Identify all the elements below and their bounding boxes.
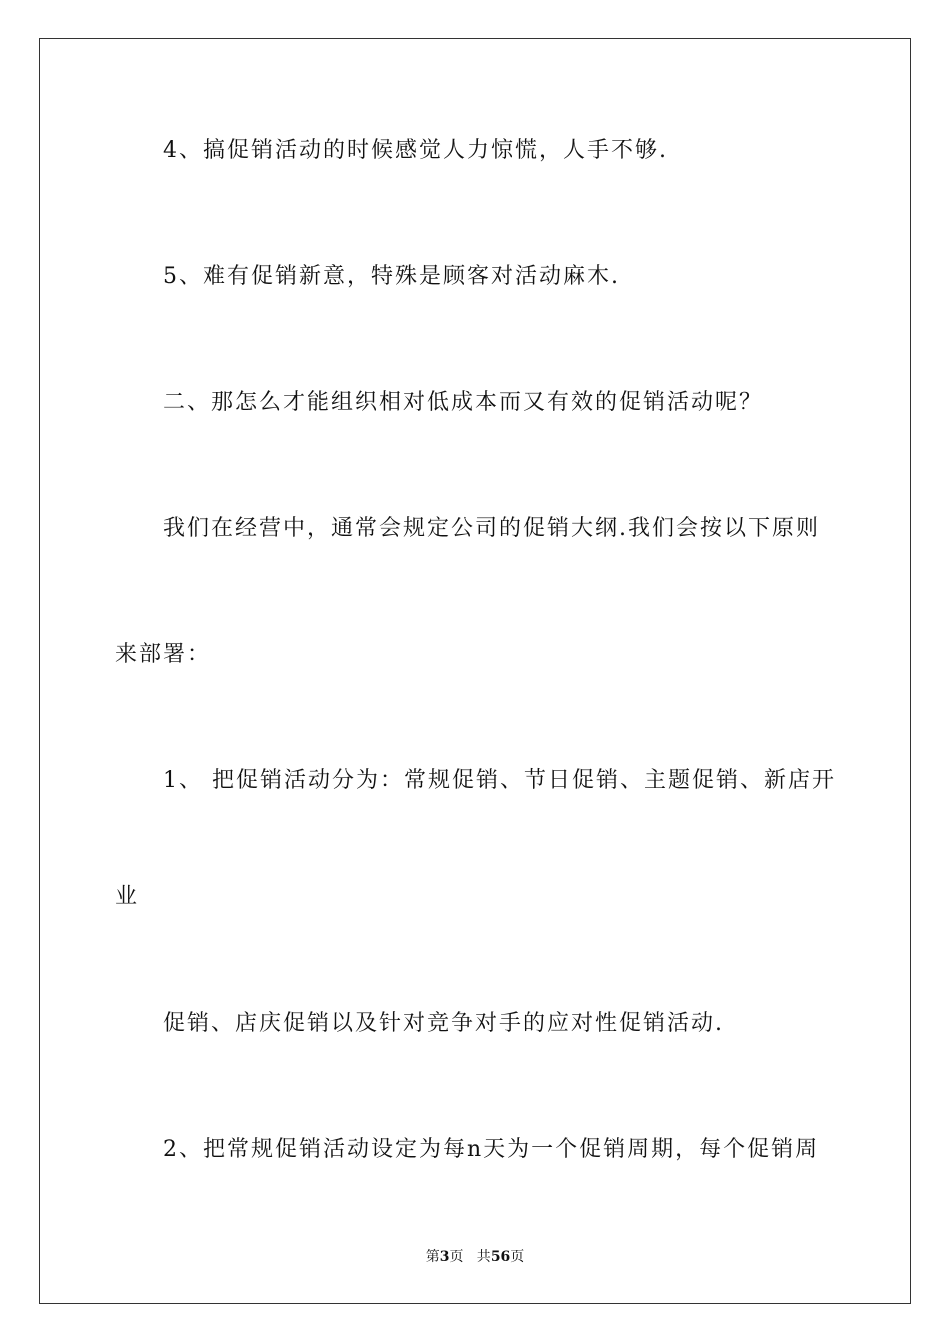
footer-middle: 页 共	[449, 1249, 491, 1265]
page-frame	[39, 38, 911, 1304]
text-line-7: 业	[115, 884, 140, 909]
text-line-5: 来部署：	[115, 642, 212, 667]
text-line-1: 4、搞促销活动的时候感觉人力惊慌，人手不够.	[163, 138, 668, 163]
page-footer	[0, 1247, 950, 1267]
footer-prefix: 第	[425, 1249, 440, 1265]
text-line-9: 2、把常规促销活动设定为每n天为一个促销周期，每个促销周	[163, 1137, 820, 1162]
text-line-3: 二、那怎么才能组织相对低成本而又有效的促销活动呢？	[163, 390, 764, 415]
text-line-2: 5、难有促销新意，特殊是顾客对活动麻木.	[163, 264, 620, 289]
footer-total-pages: 56	[490, 1249, 511, 1265]
text-line-6: 1、 把促销活动分为：常规促销、节日促销、主题促销、新店开	[163, 768, 836, 793]
footer-suffix: 页	[510, 1249, 525, 1265]
text-line-8: 促销、店庆促销以及针对竞争对手的应对性促销活动.	[163, 1011, 724, 1036]
footer-current-page: 3	[439, 1249, 450, 1265]
text-line-4: 我们在经营中，通常会规定公司的促销大纲.我们会按以下原则	[163, 516, 820, 541]
